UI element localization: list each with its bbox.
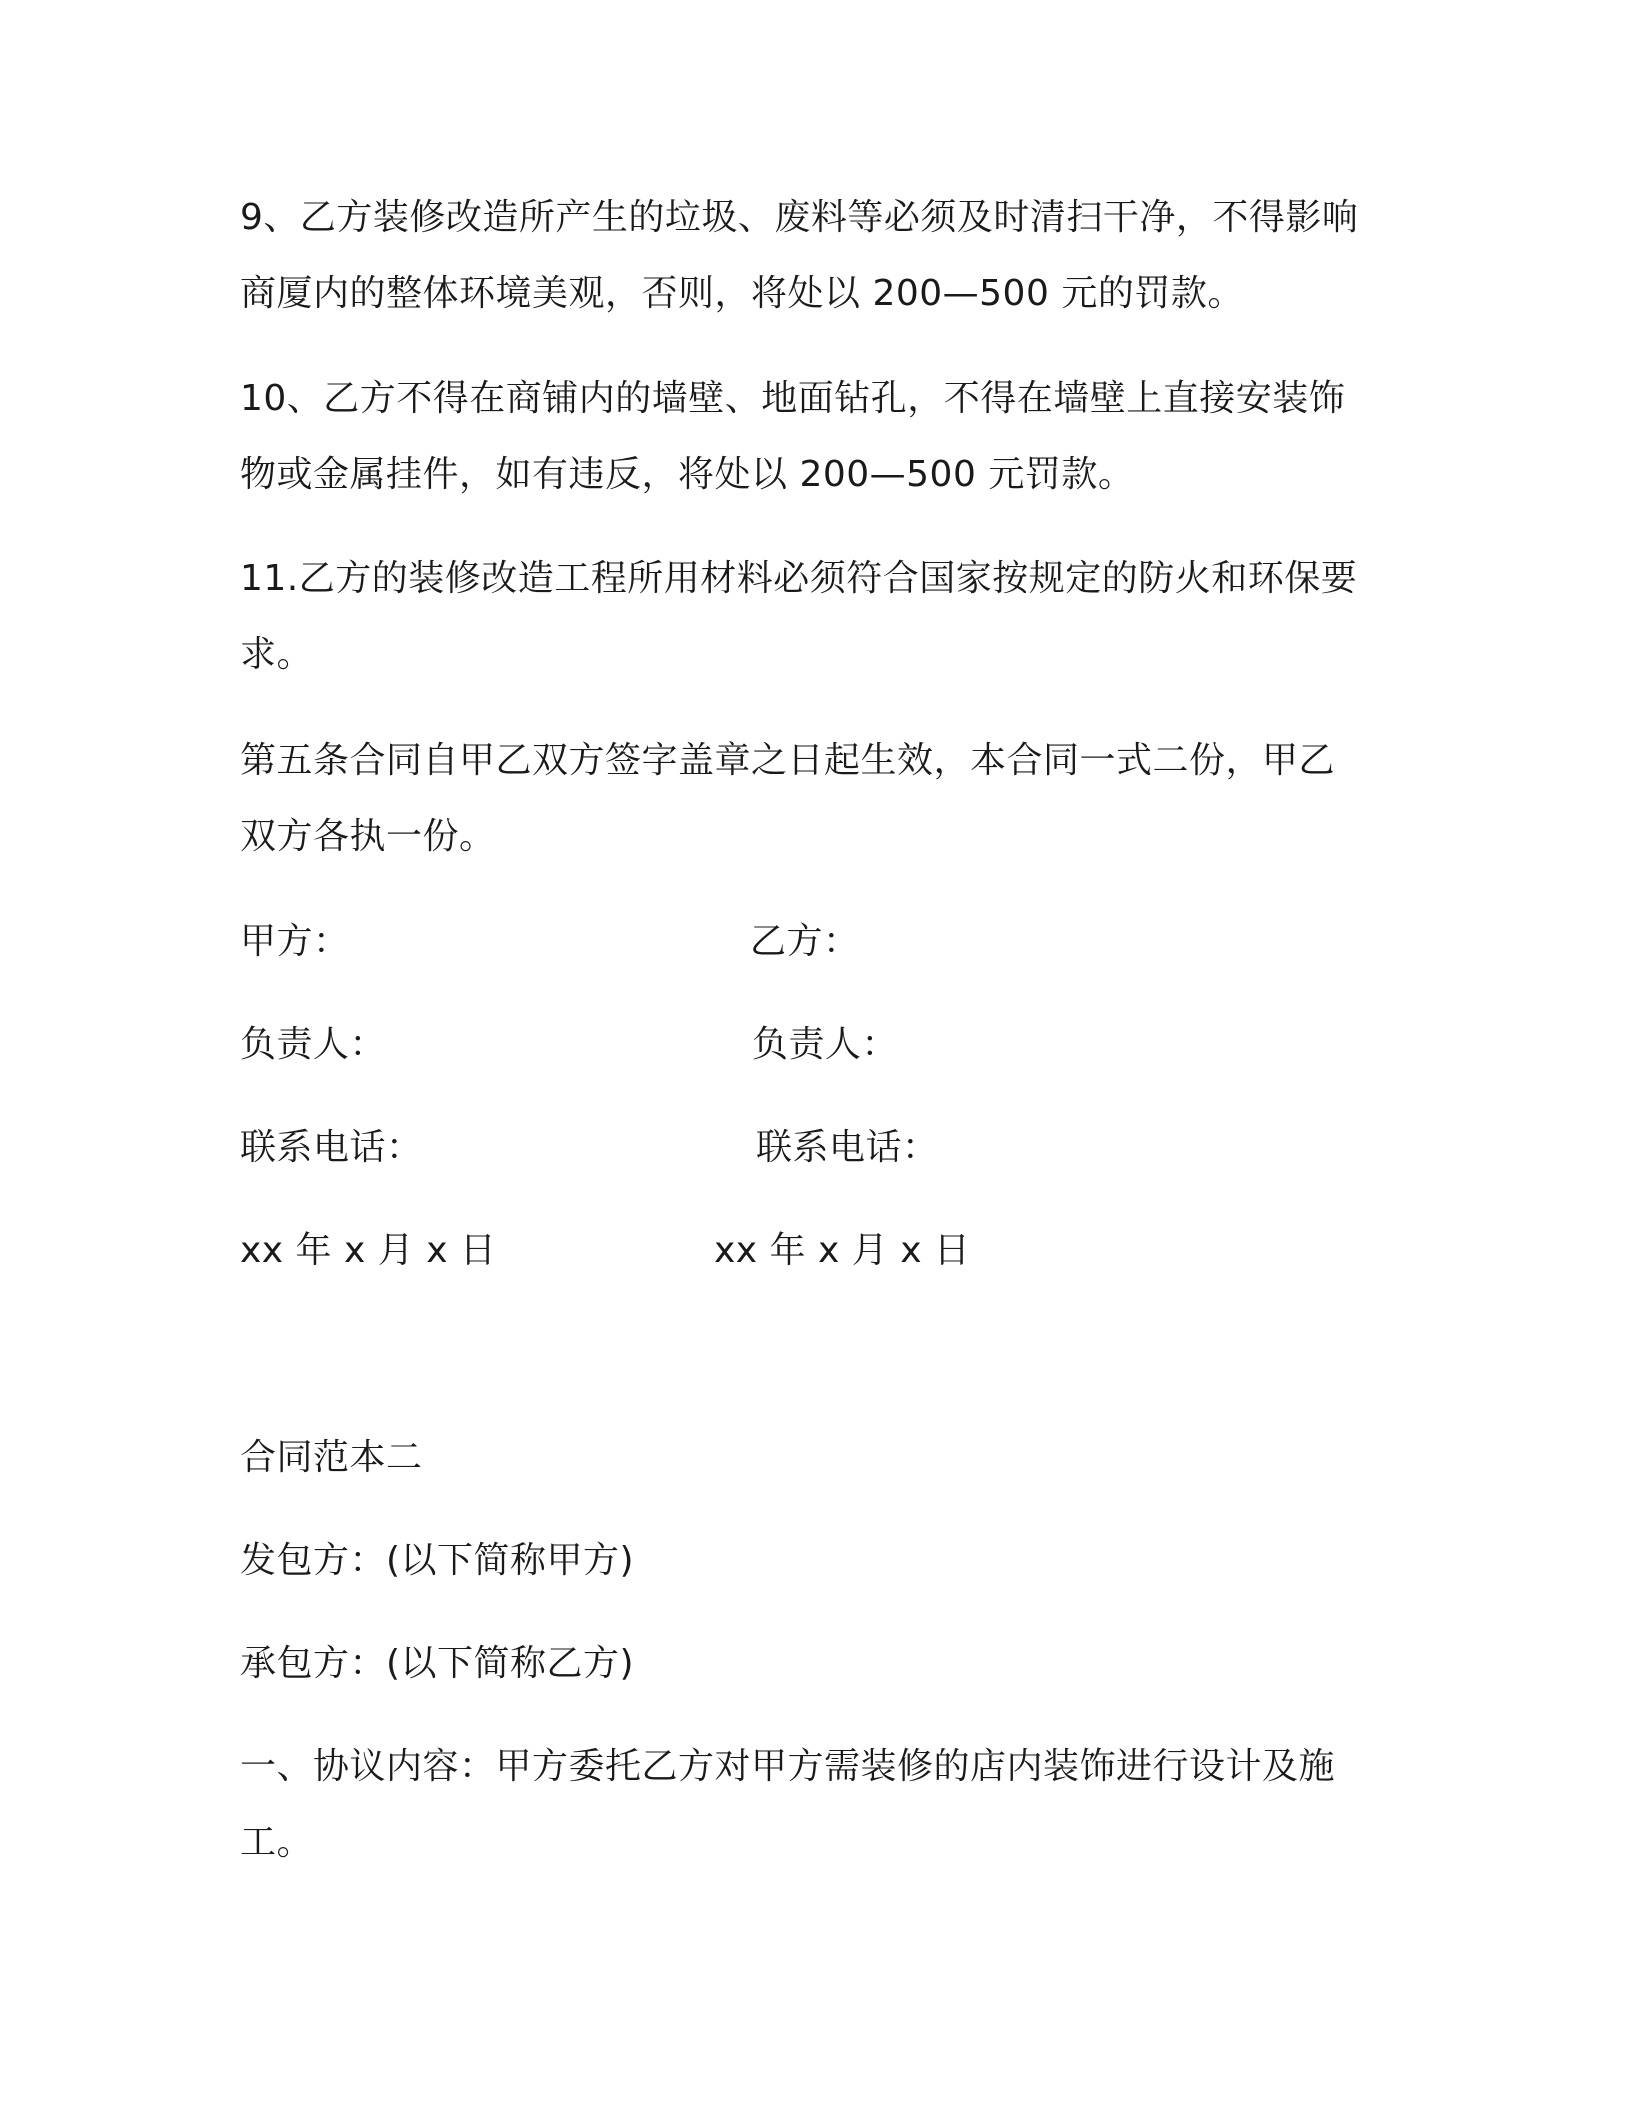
party-a-phone-label: 联系电话： — [240, 1127, 423, 1168]
article5-line1: 第五条合同自甲乙双方签字盖章之日起生效，本合同一式二份，甲乙 — [240, 740, 1336, 781]
agreement-line2: 工。 — [240, 1822, 314, 1863]
item11-line1: 11.乙方的装修改造工程所用材料必须符合国家按规定的防火和环保要 — [240, 558, 1358, 599]
party-b-person-label: 负责人： — [752, 1024, 899, 1065]
item10-line2: 物或金属挂件，如有违反，将处以 200—500 元罚款。 — [240, 454, 1135, 495]
party-a-date: xx 年 x 月 x 日 — [240, 1230, 497, 1271]
template2-heading: 合同范本二 — [240, 1437, 423, 1478]
contractor-line: 承包方：(以下简称乙方) — [240, 1643, 635, 1684]
issuer-line: 发包方：(以下简称甲方) — [240, 1540, 635, 1581]
party-a-person-label: 负责人： — [240, 1024, 387, 1065]
item11-line2: 求。 — [240, 634, 314, 675]
party-b-phone-label: 联系电话： — [756, 1127, 939, 1168]
item10-line1: 10、乙方不得在商铺内的墙壁、地面钻孔，不得在墙壁上直接安装饰 — [240, 378, 1346, 419]
agreement-line1: 一、协议内容：甲方委托乙方对甲方需装修的店内装饰进行设计及施 — [240, 1746, 1336, 1787]
party-b-label: 乙方： — [750, 921, 860, 962]
item9-line1: 9、乙方装修改造所产生的垃圾、废料等必须及时清扫干净，不得影响 — [240, 197, 1359, 238]
item9-line2: 商厦内的整体环境美观，否则，将处以 200—500 元的罚款。 — [240, 273, 1244, 314]
article5-line2: 双方各执一份。 — [240, 816, 496, 857]
party-a-label: 甲方： — [240, 921, 350, 962]
party-b-date: xx 年 x 月 x 日 — [714, 1230, 971, 1271]
